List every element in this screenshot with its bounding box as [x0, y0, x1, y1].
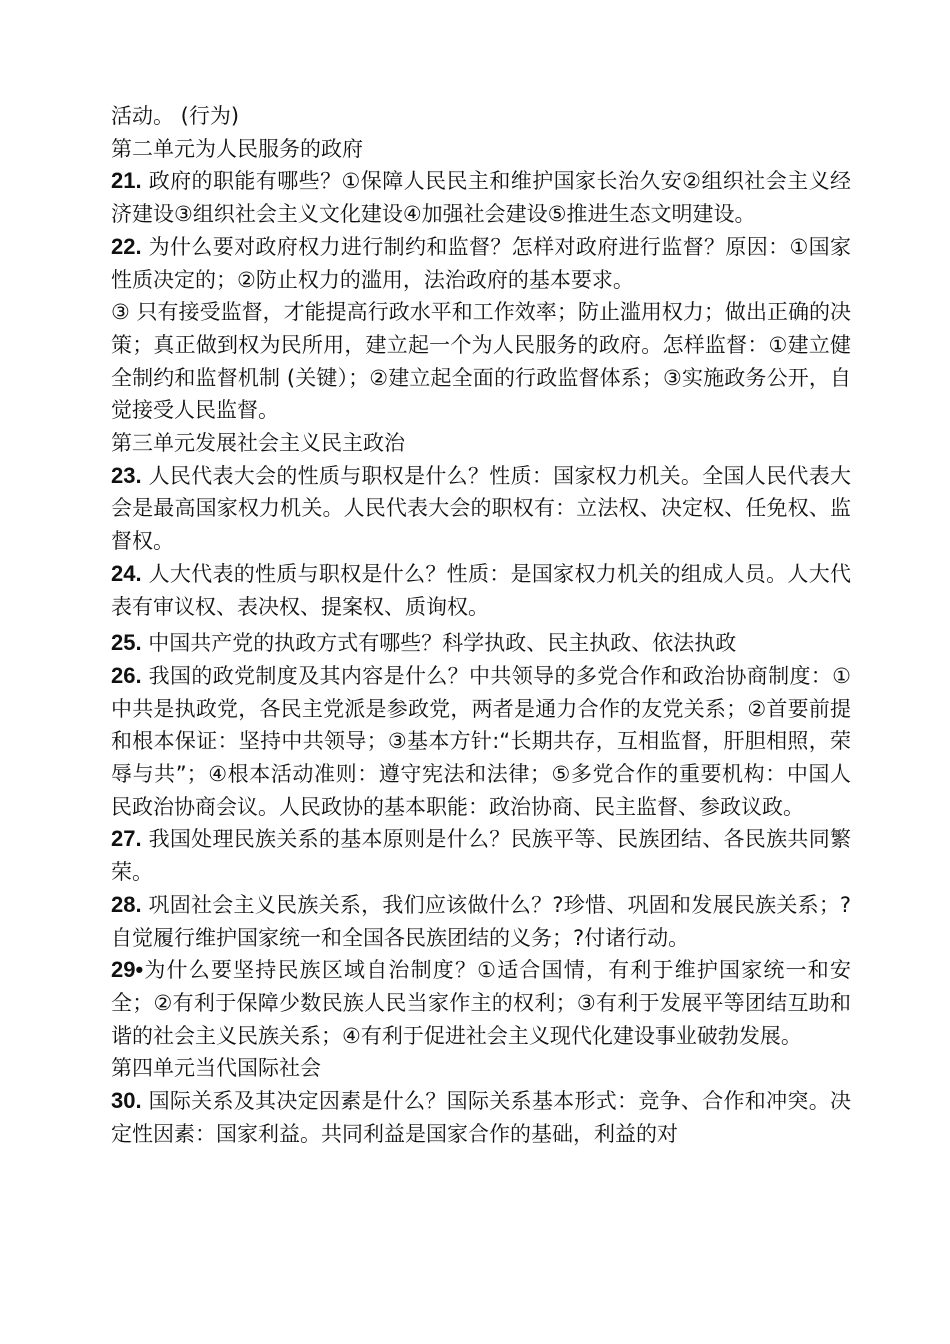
question-23-text: 人民代表大会的性质与职权是什么？性质：国家权力机关。全国人民代表大会是最高国家权力机关。人民代表大会的职权有：立法权、决定权、任免权、监督权。 — [111, 463, 851, 554]
paragraph-0-text: 活动。 (行为) — [111, 104, 240, 128]
question-22 — [111, 231, 851, 296]
question-22-text: 为什么要对政府权力进行制约和监督？怎样对政府进行监督？原因：①国家性质决定的；②防止权力的滥用，法治政府的基本要求。 — [111, 234, 851, 292]
question-22-number: 22. — [111, 233, 142, 259]
question-21-text: 政府的职能有哪些？①保障人民民主和维护国家长治久安②组织社会主义经济建设③组织社会主义文化建设④加强社会建设⑤推进生态文明建设。 — [111, 169, 851, 227]
question-24-text: 人大代表的性质与职权是什么？性质：是国家权力机关的组成人员。人大代表有审议权、表决权、提案权、质询权。 — [111, 561, 851, 619]
question-29-text: 为什么要坚持民族区域自治制度？①适合国情，有利于维护国家统一和安全；②有利于保障少数民族人民当家作主的权利；③有利于发展平等团结互助和谐的社会主义民族关系；④有利于促进社会主义现代化建设事业破勃发展。 — [111, 958, 851, 1048]
question-26-number: 26. — [111, 662, 142, 688]
question-26 — [111, 660, 851, 824]
question-23 — [111, 460, 851, 558]
question-30-number: 30. — [111, 1088, 142, 1114]
unit-heading-2: 第二单元为人民服务的政府 — [111, 136, 363, 161]
question-21-number: 21. — [111, 168, 142, 194]
unit-heading-3: 第三单元发展社会主义民主政治 — [111, 431, 405, 456]
question-27-number: 27. — [111, 826, 142, 852]
question-27-text: 我国处理民族关系的基本原则是什么？民族平等、民族团结、各民族共同繁荣。 — [111, 827, 851, 885]
question-27 — [111, 823, 851, 888]
question-25-number: 25. — [111, 630, 142, 656]
question-28-number: 28. — [111, 891, 142, 917]
question-29-number: 29• — [111, 957, 144, 983]
question-28-text: 巩固社会主义民族关系，我们应该做什么？?珍惜、巩固和发展民族关系；?自觉履行维护国家统一和全国各民族团结的义务；?付诸行动。 — [111, 892, 851, 950]
question-28 — [111, 889, 851, 954]
question-24-number: 24. — [111, 560, 142, 586]
question-25-text: 中国共产党的执政方式有哪些？科学执政、民主执政、依法执政 — [141, 631, 737, 656]
question-25 — [111, 627, 851, 660]
question-30-text: 国际关系及其决定因素是什么？国际关系基本形式：竞争、合作和冲突。决定性因素：国家利益。共同利益是国家合作的基础，利益的对 — [111, 1089, 851, 1146]
question-21 — [111, 165, 851, 230]
question-26-text: 我国的政党制度及其内容是什么？中共领导的多党合作和政治协商制度：①中共是执政党，各民主党派是参政党，两者是通力合作的友党关系；②首要前提和根本保证：坚持中共领导；③基本方针:“长期共存，互相监督，肝胆相照，荣辱与共”；④根本活动准则：遵守宪法和法律；⑤多党合作的重要机构：中国人民政治协商会议。人民政协的基本职能：政治协商、民主监督、参政议政。 — [111, 663, 851, 819]
question-30 — [111, 1085, 851, 1150]
question-24 — [111, 558, 851, 623]
paragraph-0 — [111, 100, 851, 133]
question-22-continued — [111, 296, 851, 427]
question-22-continued-text: ③ 只有接受监督，才能提高行政水平和工作效率；防止滥用权力；做出正确的决策；真正做到权为民所用，建立起一个为人民服务的政府。怎样监督：①建立健全制约和监督机制 (关键）；②建立起全面的行政监督体系；③实施政务公开，自觉接受人民监督。 — [111, 300, 851, 423]
question-29 — [111, 954, 851, 1052]
question-23-number: 23. — [111, 462, 142, 488]
unit-heading-4: 第四单元当代国际社会 — [111, 1056, 321, 1081]
document-body — [111, 100, 851, 1151]
